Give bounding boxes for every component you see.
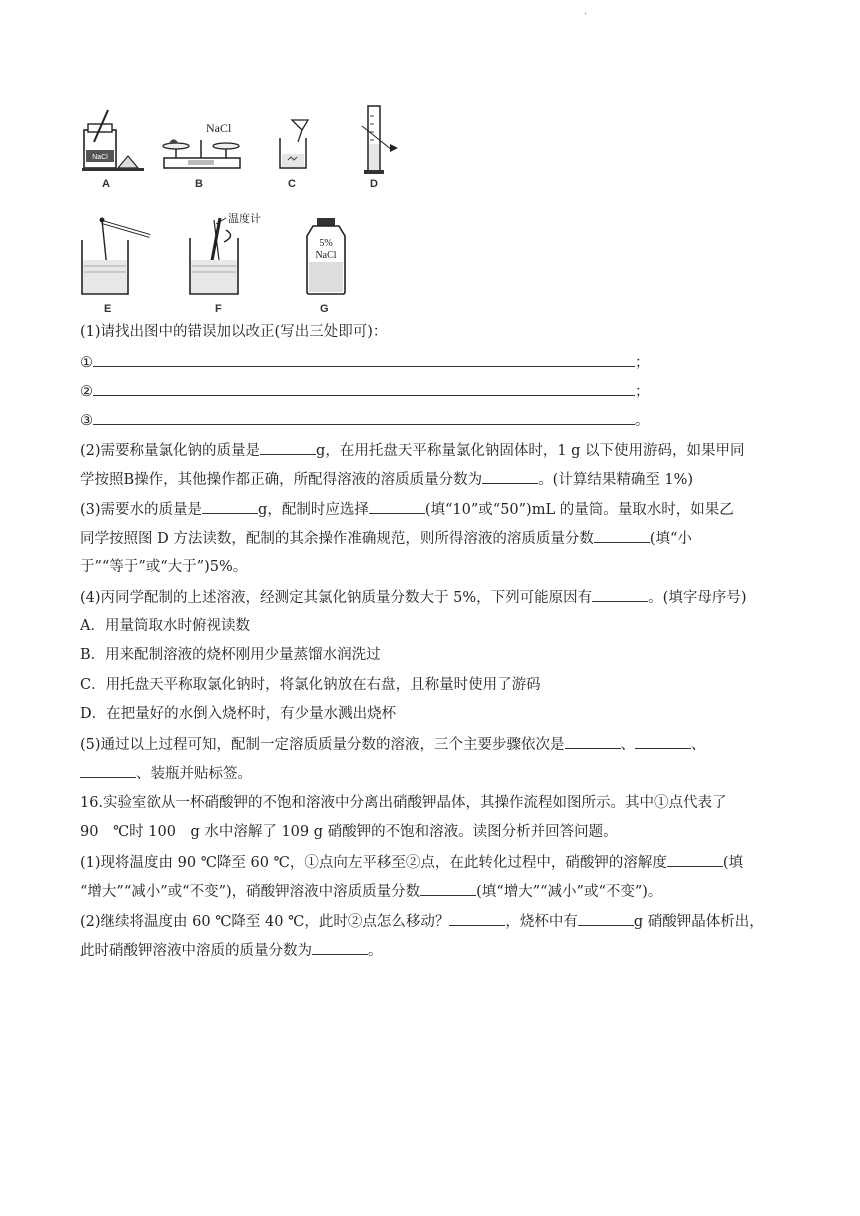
answer-blank-5-2[interactable] <box>635 734 691 749</box>
bottle-g-nacl: NaCl <box>315 250 337 261</box>
q1-item-3-marker: ③ <box>80 413 93 429</box>
answer-blank-5-3[interactable] <box>80 763 136 778</box>
answer-blank-1-2[interactable] <box>93 381 635 396</box>
q2-text-2a: 学按照B操作，其他操作都正确，所配得溶液的溶质质量分数为 <box>80 472 483 488</box>
p16-s2-line-2 <box>80 940 383 961</box>
q1-prompt: (1)请找出图中的错误加以改正(写出三处即可)： <box>80 324 388 340</box>
q3-text-2b: (填“小 <box>649 531 692 547</box>
thermometer-label: 温度计 <box>228 212 261 225</box>
figure-g <box>303 216 349 296</box>
p16-line-2: 90 ℃时 100 g 水中溶解了 109 g 硝酸钾的不饱和溶液。读图分析并回答问题。 <box>80 824 618 840</box>
q3-line-3: 于”“等于”或“大于”)5%。 <box>80 559 248 575</box>
q4-text-a: (4)丙同学配制的上述溶液，经测定其氯化钠质量分数大于 5%，下列可能原因有 <box>80 590 593 606</box>
q1-item-2-marker: ② <box>80 384 93 400</box>
q3-line-1 <box>80 499 734 520</box>
figure-c <box>276 116 316 172</box>
q4-option-a: A．用量筒取水时俯视读数 <box>80 618 250 634</box>
labeled-bottle-icon <box>303 216 349 296</box>
q5-sep-2: 、 <box>691 737 706 753</box>
header-mark: . <box>584 6 588 17</box>
bottle-a-label: NaCl <box>92 154 108 161</box>
answer-blank-4-1[interactable] <box>592 587 648 602</box>
bottle-g-percent: 5% <box>319 238 333 249</box>
answer-blank-3-3[interactable] <box>594 528 650 543</box>
beaker-funnel-icon <box>276 116 316 172</box>
caption-c: C <box>288 178 296 190</box>
caption-a: A <box>102 178 110 190</box>
p16-s1-line-1 <box>80 852 743 873</box>
q2-line-2 <box>80 469 693 490</box>
q1-item-1-marker: ① <box>80 355 93 371</box>
answer-blank-16-4[interactable] <box>578 911 634 926</box>
q5-text-2b: 、装瓶并贴标签。 <box>136 766 252 782</box>
caption-d: D <box>370 178 378 190</box>
figure-f <box>186 208 286 298</box>
balance-label: NaCl <box>206 121 232 135</box>
p16-s2-text-1c: g 硝酸钾晶体析出， <box>633 914 764 930</box>
p16-s1-text-1a: (1)现将温度由 90 ℃降至 60 ℃，①点向左平移至②点，在此转化过程中，硝酸钾的溶解度 <box>80 855 667 871</box>
p16-s2-line-1 <box>80 911 764 932</box>
q4-option-b: B．用来配制溶液的烧杯刚用少量蒸馏水润洗过 <box>80 647 381 663</box>
measuring-cylinder-icon <box>356 104 402 176</box>
answer-blank-16-2[interactable] <box>420 881 476 896</box>
answer-blank-1-3[interactable] <box>93 410 635 425</box>
q4-option-c: C．用托盘天平称取氯化钠时，将氯化钠放在右盘，且称量时使用了游码 <box>80 677 541 693</box>
q4-text-b: 。(填字母序号) <box>648 590 747 606</box>
p16-s2-text-2a: 此时硝酸钾溶液中溶质的质量分数为 <box>80 943 312 959</box>
p16-s2-text-2b: 。 <box>368 943 383 959</box>
reagent-bottle-icon <box>82 106 144 172</box>
p16-s2-text-1a: (2)继续将温度由 60 ℃降至 40 ℃，此时②点怎么移动？ <box>80 914 450 930</box>
q5-sep-1: 、 <box>620 737 636 753</box>
answer-blank-16-3[interactable] <box>449 911 505 926</box>
q1-item-3 <box>80 410 650 431</box>
q3-text-2a: 同学按照图 D 方法读数，配制的其余操作准确规范，则所得溶液的溶质质量分数 <box>80 531 594 547</box>
p16-s1-text-2a: “增大”“减小”或“不变”)，硝酸钾溶液中溶质质量分数 <box>80 884 421 900</box>
q4-option-d: D．在把量好的水倒入烧杯时，有少量水溅出烧杯 <box>80 706 397 722</box>
caption-e: E <box>104 303 112 315</box>
p16-s2-text-1b: ，烧杯中有 <box>505 914 578 930</box>
q1-item-1 <box>80 352 650 373</box>
figure-b <box>160 118 250 174</box>
p16-s1-text-2b: (填“增大”“减小”或“不变”)。 <box>476 884 663 900</box>
q1-item-2 <box>80 381 650 402</box>
q3-text-1c: (填“10”或“50”)mL 的量筒。量取水时，如果乙 <box>424 502 734 518</box>
q5-text-1a: (5)通过以上过程可知，配制一定溶质质量分数的溶液，三个主要步骤依次是 <box>80 737 565 753</box>
q3-text-1a: (3)需要水的质量是 <box>80 502 203 518</box>
caption-g: G <box>320 303 329 315</box>
q2-text-2b: 。(计算结果精确至 1%) <box>538 472 694 488</box>
answer-blank-2-2[interactable] <box>482 469 538 484</box>
q1-item-1-end: ； <box>635 355 650 371</box>
p16-s1-text-1b: (填 <box>722 855 743 871</box>
figure-e <box>78 214 158 298</box>
q2-line-1 <box>80 440 745 461</box>
caption-b: B <box>195 178 203 190</box>
q2-text-1b: g，在用托盘天平称量氯化钠固体时，1 g 以下使用游码，如果甲同 <box>316 443 745 459</box>
q1-item-3-end: 。 <box>635 413 650 429</box>
q5-line-1 <box>80 734 706 755</box>
answer-blank-3-1[interactable] <box>202 499 258 514</box>
answer-blank-1-1[interactable] <box>93 352 635 367</box>
balance-icon <box>160 118 250 174</box>
q2-text-1a: (2)需要称量氯化钠的质量是 <box>80 443 261 459</box>
figure-a <box>82 106 144 172</box>
p16-line-1: 16.实验室欲从一杯硝酸钾的不饱和溶液中分离出硝酸钾晶体，其操作流程如图所示。其中①点代表了 <box>80 795 727 811</box>
figure-d <box>356 104 402 176</box>
q4-prompt <box>80 587 746 608</box>
answer-blank-2-1[interactable] <box>260 440 316 455</box>
caption-f: F <box>215 303 222 315</box>
answer-blank-16-5[interactable] <box>312 940 368 955</box>
p16-s1-line-2 <box>80 881 662 902</box>
q1-item-2-end: ； <box>635 384 650 400</box>
answer-blank-16-1[interactable] <box>667 852 723 867</box>
thermometer-beaker-icon <box>186 208 286 298</box>
q3-line-2 <box>80 528 692 549</box>
q5-line-2 <box>80 763 252 784</box>
answer-blank-3-2[interactable] <box>369 499 425 514</box>
q3-text-1b: g，配制时应选择 <box>258 502 369 518</box>
answer-blank-5-1[interactable] <box>565 734 621 749</box>
beaker-stirring-icon <box>78 214 158 298</box>
